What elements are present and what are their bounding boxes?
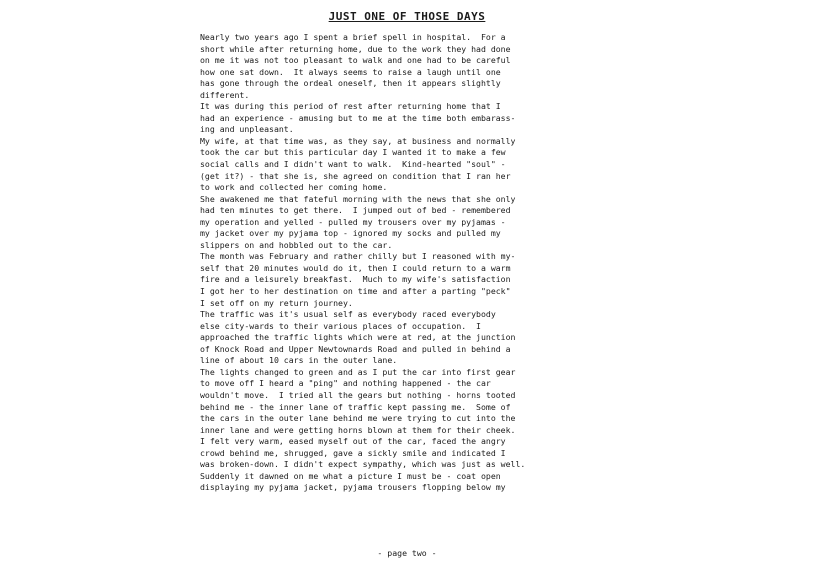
text-line: of Knock Road and Upper Newtownards Road and pulled in behind a	[200, 343, 511, 354]
text-line: was broken-down. I didn't expect sympathy, which was just as well.	[200, 459, 526, 470]
text-line: The traffic was it's usual self as everybody raced everybody	[200, 309, 496, 320]
text-line: different.	[200, 89, 250, 100]
text-line: had ten minutes to get there. I jumped out of bed - remembered	[200, 205, 511, 216]
text-line: displaying my pyjama jacket, pyjama trousers flopping below my	[200, 482, 506, 493]
text-line: self that 20 minutes would do it, then I could return to a warm	[200, 262, 511, 273]
text-line: My wife, at that time was, as they say, at business and normally	[200, 135, 516, 146]
text-line: had an experience - amusing but to me at the time both embarass-	[200, 112, 516, 123]
text-line: behind me - the inner lane of traffic kept passing me. Some of	[200, 401, 511, 412]
text-line: my operation and yelled - pulled my trousers over my pyjamas -	[200, 216, 506, 227]
page-footer: - page two -	[377, 548, 437, 558]
text-line: (get it?) - that she is, she agreed on condition that I ran her	[200, 170, 511, 181]
text-line: how one sat down. It always seems to raise a laugh until one	[200, 66, 501, 77]
text-line: The month was February and rather chilly but I reasoned with my-	[200, 251, 516, 262]
text-line: It was during this period of rest after returning home that I	[200, 101, 501, 112]
text-line: slippers on and hobbled out to the car.	[200, 239, 393, 250]
text-line: on me it was not too pleasant to walk and one had to be careful	[200, 55, 511, 66]
text-line: inner lane and were getting horns blown at them for their cheek.	[200, 424, 516, 435]
text-line: line of about 10 cars in the outer lane.	[200, 355, 398, 366]
text-line: to work and collected her coming home.	[200, 182, 388, 193]
text-line: short while after returning home, due to the work they had done	[200, 43, 511, 54]
text-line: Suddenly it dawned on me what a picture I must be - coat open	[200, 470, 501, 481]
text-line: The lights changed to green and as I put the car into first gear	[200, 366, 516, 377]
document-title: JUST ONE OF THOSE DAYS	[328, 10, 486, 23]
text-line: took the car but this particular day I wanted it to make a few	[200, 147, 506, 158]
text-line: I felt very warm, eased myself out of the car, faced the angry	[200, 436, 506, 447]
text-line: has gone through the ordeal oneself, then it appears slightly	[200, 78, 501, 89]
text-line: I set off on my return journey.	[200, 297, 353, 308]
text-line: social calls and I didn't want to walk. Kind-hearted "soul" -	[200, 159, 506, 170]
text-line: to move off I heard a "ping" and nothing happened - the car	[200, 378, 491, 389]
text-line: wouldn't move. I tried all the gears but nothing - horns tooted	[200, 389, 516, 400]
text-line: She awakened me that fateful morning with the news that she only	[200, 193, 516, 204]
text-line: the cars in the outer lane behind me were trying to cut into the	[200, 413, 516, 424]
text-line: crowd behind me, shrugged, gave a sickly smile and indicated I	[200, 447, 506, 458]
text-line: else city-wards to their various places of occupation. I	[200, 320, 481, 331]
text-line: approached the traffic lights which were at red, at the junction	[200, 332, 516, 343]
text-line: Nearly two years ago I spent a brief spell in hospital. For a	[200, 32, 506, 42]
text-line: fire and a leisurely breakfast. Much to my wife's satisfaction	[200, 274, 511, 285]
text-line: my jacket over my pyjama top - ignored my socks and pulled my	[200, 228, 501, 239]
text-line: I got her to her destination on time and after a parting "peck"	[200, 286, 511, 297]
text-line: ing and unpleasant.	[200, 124, 294, 135]
document-body	[200, 32, 600, 494]
